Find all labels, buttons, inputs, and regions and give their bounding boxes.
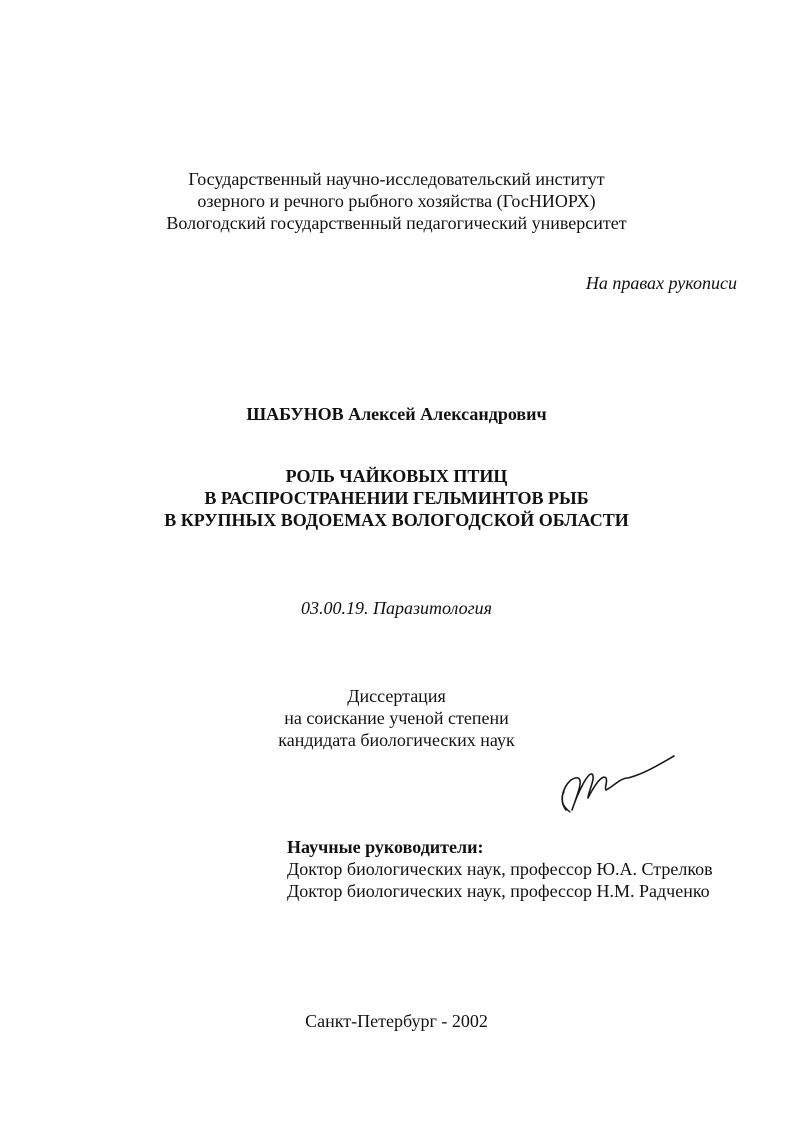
supervisor-item: Доктор биологических наук, профессор Ю.А. Стрелков: [287, 859, 713, 879]
degree-line: на соискание ученой степени: [284, 708, 509, 728]
degree-line: Диссертация: [347, 686, 446, 706]
manuscript-note: На правах рукописи: [585, 273, 737, 293]
author-signature: [548, 748, 678, 818]
title-line: В РАСПРОСТРАНЕНИИ ГЕЛЬМИНТОВ РЫБ: [204, 488, 589, 508]
title-line: В КРУПНЫХ ВОДОЕМАХ ВОЛОГОДСКОЙ ОБЛАСТИ: [164, 510, 629, 530]
degree-block: [0, 685, 793, 751]
city-year: Санкт-Петербург - 2002: [305, 1011, 488, 1031]
dissertation-title: [0, 465, 793, 531]
institution-line: Государственный научно-исследовательский институт: [188, 169, 605, 189]
supervisors-heading: Научные руководители:: [287, 837, 484, 857]
author-name: ШАБУНОВ Алексей Александрович: [246, 404, 547, 424]
degree-line: кандидата биологических наук: [278, 730, 515, 750]
title-line: РОЛЬ ЧАЙКОВЫХ ПТИЦ: [285, 466, 508, 486]
institution-line: озерного и речного рыбного хозяйства (ГосНИОРХ): [197, 191, 596, 211]
specialty-code: 03.00.19. Паразитология: [300, 598, 493, 618]
supervisors-block: [287, 836, 713, 902]
supervisor-item: Доктор биологических наук, профессор Н.М. Радченко: [287, 881, 710, 901]
institution-line: Вологодский государственный педагогический университет: [166, 213, 627, 233]
institutions-block: [0, 168, 793, 234]
